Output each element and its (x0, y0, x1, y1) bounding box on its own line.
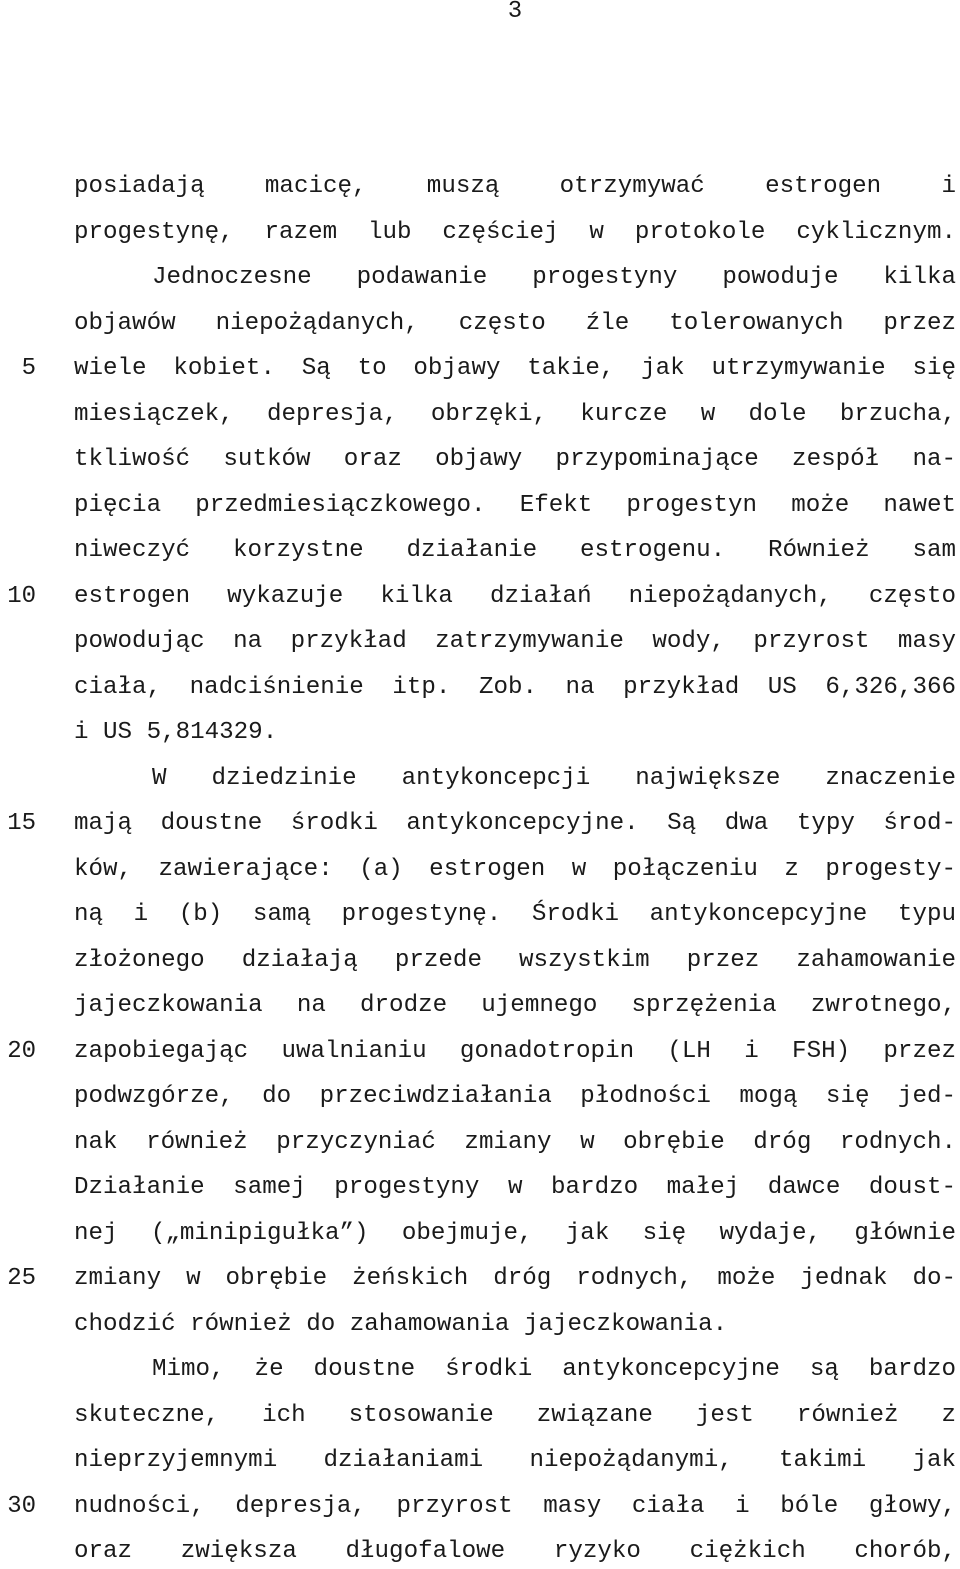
text-line: progestynę, razem lub częściej w protokole cyklicznym. (74, 219, 956, 246)
line-number-5: 5 (21, 355, 36, 382)
text-line: estrogen wykazuje kilka działań niepożądanych, często (74, 583, 956, 610)
text-line: tkliwość sutków oraz objawy przypominające zespół na- (74, 446, 956, 473)
line-number-20: 20 (7, 1038, 36, 1065)
text-line: posiadają macicę, muszą otrzymywać estrogen i (74, 173, 956, 200)
text-line: nieprzyjemnymi działaniami niepożądanymi, takimi jak (74, 1447, 956, 1474)
text-line: skuteczne, ich stosowanie związane jest również z (74, 1402, 956, 1429)
text-line: miesiączek, depresja, obrzęki, kurcze w dole brzucha, (74, 401, 956, 428)
text-line: i US 5,814329. (74, 719, 278, 746)
text-line: nej („minipigułka”) obejmuje, jak się wydaje, głównie (74, 1220, 956, 1247)
text-line: pięcia przedmiesiączkowego. Efekt progestyn może nawet (74, 492, 956, 519)
text-line: wiele kobiet. Są to objawy takie, jak utrzymywanie się (74, 355, 956, 382)
text-line: ciała, nadciśnienie itp. Zob. na przykład US 6,326,366 (74, 674, 956, 701)
text-line: nak również przyczyniać zmiany w obrębie dróg rodnych. (74, 1129, 956, 1156)
line-number-25: 25 (7, 1265, 36, 1292)
text-line: objawów niepożądanych, często źle tolerowanych przez (74, 310, 956, 337)
text-line: Jednoczesne podawanie progestyny powoduje kilka (152, 264, 956, 291)
text-line: nudności, depresja, przyrost masy ciała i bóle głowy, (74, 1493, 956, 1520)
text-line: mają doustne środki antykoncepcyjne. Są dwa typy środ- (74, 810, 956, 837)
line-number-10: 10 (7, 583, 36, 610)
text-line: jajeczkowania na drodze ujemnego sprzężenia zwrotnego, (74, 992, 956, 1019)
line-number-15: 15 (7, 810, 36, 837)
text-line: podwzgórze, do przeciwdziałania płodności mogą się jed- (74, 1083, 956, 1110)
text-line: Działanie samej progestyny w bardzo małej dawce doust- (74, 1174, 956, 1201)
text-line: chodzić również do zahamowania jajeczkowania. (74, 1311, 728, 1338)
text-line: powodując na przykład zatrzymywanie wody, przyrost masy (74, 628, 956, 655)
text-line: złożonego działają przede wszystkim przez zahamowanie (74, 947, 956, 974)
line-number-30: 30 (7, 1493, 36, 1520)
text-line: zapobiegając uwalnianiu gonadotropin (LH i FSH) przez (74, 1038, 956, 1065)
text-line: ną i (b) samą progestynę. Środki antykoncepcyjne typu (74, 901, 956, 928)
text-line: niweczyć korzystne działanie estrogenu. Również sam (74, 537, 956, 564)
page-number: 3 (507, 0, 523, 25)
text-line: zmiany w obrębie żeńskich dróg rodnych, może jednak do- (74, 1265, 956, 1292)
text-line: W dziedzinie antykoncepcji największe znaczenie (152, 765, 956, 792)
text-line: Mimo, że doustne środki antykoncepcyjne są bardzo (152, 1356, 956, 1383)
text-line: ków, zawierające: (a) estrogen w połączeniu z progesty- (74, 856, 956, 883)
text-line: oraz zwiększa długofalowe ryzyko ciężkich chorób, (74, 1538, 956, 1565)
